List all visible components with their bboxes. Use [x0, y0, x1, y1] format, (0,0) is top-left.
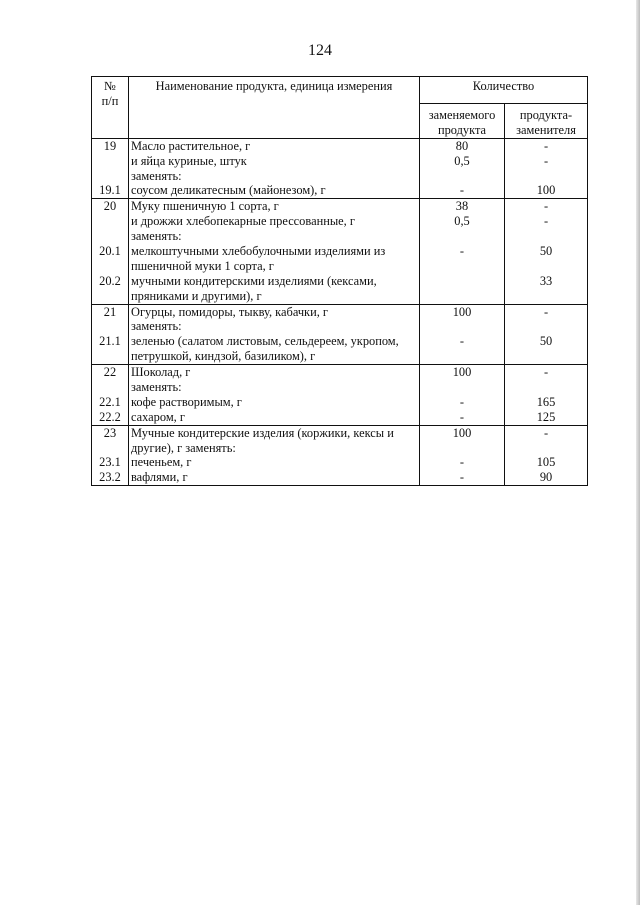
cell-substitute-line: 125	[536, 409, 556, 424]
header-substitute-line1: продукта-	[519, 108, 573, 122]
cell-num-line: 21	[103, 304, 117, 319]
cell-substitute-line: -	[543, 138, 549, 153]
cell-name-line: заменять:	[131, 229, 182, 244]
table-row	[92, 138, 588, 199]
cell-replaced-line	[422, 289, 502, 304]
cell-name-line: вафлями, г	[131, 470, 188, 485]
cell-replaced	[420, 365, 505, 426]
cell-replaced-line: -	[459, 244, 465, 259]
cell-substitute	[505, 304, 588, 365]
table-row	[92, 304, 588, 365]
cell-name-line: мелкоштучными хлебобулочными изделиями из	[131, 244, 386, 259]
cell-substitute-line: 90	[539, 470, 553, 485]
cell-replaced-line	[422, 441, 502, 456]
cell-substitute-line	[507, 319, 585, 334]
cell-name-line: Мучные кондитерские изделия (коржики, кексы и	[131, 425, 394, 440]
cell-name-line: Масло растительное, г	[131, 138, 251, 153]
cell-num-line: 20.2	[99, 273, 121, 288]
header-num	[92, 77, 129, 139]
cell-name-line: заменять:	[131, 168, 182, 183]
cell-num-line	[94, 441, 126, 456]
cell-replaced-line: 0,5	[454, 153, 470, 168]
cell-name	[129, 425, 420, 486]
table-header-row	[92, 77, 588, 104]
cell-num-line: 20.1	[99, 244, 121, 259]
cell-num-line: 23.1	[99, 455, 121, 470]
cell-num-line: 23	[103, 425, 117, 440]
cell-num-line: 22	[103, 365, 117, 380]
cell-substitute-line: -	[543, 425, 549, 440]
cell-replaced-line: 100	[452, 365, 472, 380]
table-row	[92, 199, 588, 304]
cell-name-line: Муку пшеничную 1 сорта, г	[131, 199, 279, 214]
cell-num-line	[94, 169, 126, 184]
cell-num	[92, 425, 129, 486]
substitution-table	[91, 76, 588, 486]
cell-num-line: 19.1	[99, 183, 121, 198]
cell-substitute-line: -	[543, 153, 549, 168]
cell-num-line	[94, 259, 126, 274]
cell-replaced-line: -	[459, 455, 465, 470]
cell-num	[92, 365, 129, 426]
cell-num-line: 22.2	[99, 409, 121, 424]
cell-num-line	[94, 319, 126, 334]
cell-substitute-line	[507, 259, 585, 274]
cell-name-line: зеленью (салатом листовым, сельдереем, укропом,	[131, 334, 399, 349]
cell-name-line: печеньем, г	[131, 455, 192, 470]
cell-name-line: заменять:	[131, 319, 182, 334]
cell-num-line: 21.1	[99, 334, 121, 349]
page-number: 124	[308, 42, 332, 59]
header-num-line1: №	[104, 79, 116, 93]
cell-name-line: мучными кондитерскими изделиями (кексами,	[131, 273, 377, 288]
cell-substitute	[505, 425, 588, 486]
cell-substitute-line: -	[543, 304, 549, 319]
cell-replaced-line	[422, 319, 502, 334]
cell-num	[92, 304, 129, 365]
cell-replaced-line: -	[459, 470, 465, 485]
cell-name-line: Шоколад, г	[131, 365, 191, 380]
cell-substitute-line: 50	[539, 334, 553, 349]
cell-replaced-line: 80	[455, 138, 469, 153]
cell-name-line: сахаром, г	[131, 409, 185, 424]
cell-replaced-line: 100	[452, 304, 472, 319]
cell-substitute	[505, 138, 588, 199]
cell-substitute-line	[507, 380, 585, 395]
cell-name-line: соусом деликатесным (майонезом), г	[131, 183, 326, 198]
cell-name-line: и дрожжи хлебопекарные прессованные, г	[131, 214, 355, 229]
cell-num-line: 20	[103, 199, 117, 214]
cell-substitute-line: -	[543, 199, 549, 214]
header-substitute	[505, 104, 588, 139]
cell-replaced-line	[422, 380, 502, 395]
cell-replaced-line: 0,5	[454, 214, 470, 229]
cell-replaced-line: -	[459, 409, 465, 424]
cell-name-line: другие), г заменять:	[131, 440, 236, 455]
cell-num-line: 22.1	[99, 394, 121, 409]
cell-name-line: и яйца куриные, штук	[131, 153, 247, 168]
header-name: Наименование продукта, единица измерения	[129, 77, 420, 139]
cell-replaced-line	[422, 169, 502, 184]
cell-num-line: 23.2	[99, 470, 121, 485]
cell-name	[129, 138, 420, 199]
cell-substitute-line: 105	[536, 455, 556, 470]
cell-num-line	[94, 229, 126, 244]
cell-name	[129, 365, 420, 426]
cell-substitute-line: 165	[536, 394, 556, 409]
header-quantity: Количество	[420, 77, 588, 104]
cell-name	[129, 199, 420, 304]
cell-substitute-line: 100	[536, 183, 556, 198]
page-edge-shadow	[636, 0, 640, 905]
header-num-line2: п/п	[101, 93, 119, 108]
cell-name-line: кофе растворимым, г	[131, 394, 242, 409]
cell-num-line	[94, 289, 126, 304]
cell-replaced-line	[422, 349, 502, 364]
cell-num	[92, 199, 129, 304]
cell-substitute-line	[507, 169, 585, 184]
cell-replaced-line: -	[459, 394, 465, 409]
header-replaced-line2: продукта	[437, 122, 487, 137]
cell-name-line: петрушкой, киндзой, базиликом), г	[131, 349, 316, 364]
cell-replaced-line	[422, 274, 502, 289]
cell-num-line	[94, 214, 126, 229]
table-row	[92, 425, 588, 486]
cell-substitute-line: -	[543, 365, 549, 380]
cell-name-line: Огурцы, помидоры, тыкву, кабачки, г	[131, 304, 328, 319]
table-row	[92, 365, 588, 426]
header-replaced	[420, 104, 505, 139]
cell-substitute	[505, 199, 588, 304]
cell-substitute-line: 50	[539, 244, 553, 259]
cell-substitute-line	[507, 289, 585, 304]
cell-replaced	[420, 304, 505, 365]
cell-replaced-line: -	[459, 183, 465, 198]
cell-substitute-line	[507, 229, 585, 244]
cell-replaced-line: -	[459, 334, 465, 349]
cell-substitute-line	[507, 349, 585, 364]
cell-num-line	[94, 349, 126, 364]
cell-replaced	[420, 138, 505, 199]
cell-substitute	[505, 365, 588, 426]
cell-name	[129, 304, 420, 365]
cell-num-line	[94, 380, 126, 395]
cell-replaced-line	[422, 259, 502, 274]
header-replaced-line1: заменяемого	[428, 108, 496, 122]
cell-substitute-line: 33	[539, 273, 553, 288]
cell-replaced-line: 38	[455, 199, 469, 214]
cell-num-line	[94, 154, 126, 169]
cell-substitute-line: -	[543, 214, 549, 229]
cell-name-line: заменять:	[131, 380, 182, 395]
cell-substitute-line	[507, 441, 585, 456]
cell-replaced-line	[422, 229, 502, 244]
cell-replaced-line: 100	[452, 425, 472, 440]
header-substitute-line2: заменителя	[516, 122, 576, 137]
cell-name-line: пряниками и другими), г	[131, 288, 262, 303]
cell-replaced	[420, 425, 505, 486]
cell-num-line: 19	[103, 138, 117, 153]
table-body	[92, 138, 588, 485]
cell-replaced	[420, 199, 505, 304]
cell-name-line: пшеничной муки 1 сорта, г	[131, 258, 274, 273]
cell-num	[92, 138, 129, 199]
